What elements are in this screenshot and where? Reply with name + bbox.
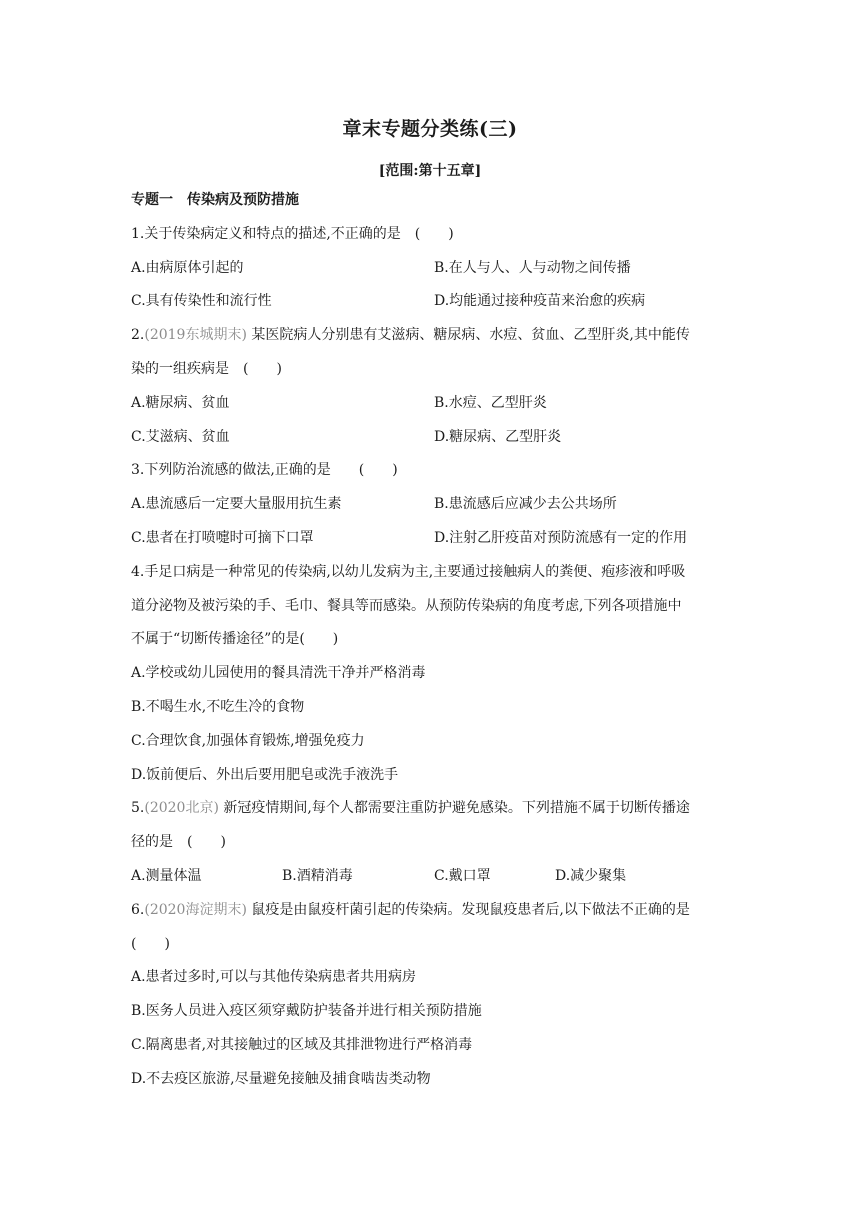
q1-option-b: B.在人与人、人与动物之间传播 [434,260,631,276]
q6-stem-line1 [131,901,690,919]
q6-number: 6. [131,902,145,918]
q2-option-a: A.糖尿病、贫血 [131,395,230,411]
q5-number: 5. [131,800,145,816]
scope-label: [范围:第十五章] [378,163,482,179]
q6-option-a: A.患者过多时,可以与其他传染病患者共用病房 [131,969,417,985]
q6-source: (2020海淀期末) [144,902,247,918]
q6-option-b: B.医务人员进入疫区须穿戴防护装备并进行相关预防措施 [131,1003,482,1019]
q1-option-a: A.由病原体引起的 [131,260,244,276]
q6-option-c: C.隔离患者,对其接触过的区域及其排泄物进行严格消毒 [131,1037,473,1053]
q4-option-c: C.合理饮食,加强体育锻炼,增强免疫力 [131,733,365,749]
q3-stem: 3.下列防治流感的做法,正确的是 ( ) [131,462,398,478]
q2-option-d: D.糖尿病、乙型肝炎 [434,429,562,445]
q1-option-c: C.具有传染性和流行性 [131,293,272,309]
q5-option-a: A.测量体温 [131,868,202,884]
q5-stem-line1 [131,799,690,817]
q3-option-a: A.患流感后一定要大量服用抗生素 [131,496,342,512]
q3-option-b: B.患流感后应减少去公共场所 [434,496,617,512]
q4-option-d: D.饭前便后、外出后要用肥皂或洗手液洗手 [131,767,399,783]
q2-stem-text: 某医院病人分别患有艾滋病、糖尿病、水痘、贫血、乙型肝炎,其中能传 [246,327,690,343]
q2-option-b: B.水痘、乙型肝炎 [434,395,547,411]
q5-option-d: D.减少聚集 [555,868,627,884]
q6-stem-line2: ( ) [131,936,170,952]
q2-source: (2019东城期末) [144,327,247,343]
q4-option-b: B.不喝生水,不吃生冷的食物 [131,699,305,715]
q4-stem-line1: 4.手足口病是一种常见的传染病,以幼儿发病为主,主要通过接触病人的粪便、疱疹液和呼吸 [131,564,686,580]
q6-option-d: D.不去疫区旅游,尽量避免接触及捕食啮齿类动物 [131,1071,431,1087]
q4-stem-line3: 不属于“切断传播途径”的是( ) [131,631,339,647]
q5-option-b: B.酒精消毒 [282,868,353,884]
q1-stem: 1.关于传染病定义和特点的描述,不正确的是 ( ) [131,226,454,242]
q5-stem-text: 新冠疫情期间,每个人都需要注重防护避免感染。下列措施不属于切断传播途 [218,800,690,816]
q2-stem-line1 [131,326,690,344]
section-heading: 专题一 传染病及预防措施 [131,192,299,208]
q3-option-c: C.患者在打喷嚏时可摘下口罩 [131,530,314,546]
q2-option-c: C.艾滋病、贫血 [131,429,230,445]
q2-stem-line2: 染的一组疾病是 ( ) [131,361,282,377]
q2-number: 2. [131,327,145,343]
page-title: 章末专题分类练(三) [342,118,518,140]
q4-stem-line2: 道分泌物及被污染的手、毛巾、餐具等而感染。从预防传染病的角度考虑,下列各项措施中 [131,598,682,614]
q5-option-c: C.戴口罩 [434,868,491,884]
q5-stem-line2: 径的是 ( ) [131,834,226,850]
q3-option-d: D.注射乙肝疫苗对预防流感有一定的作用 [434,530,688,546]
q1-option-d: D.均能通过接种疫苗来治愈的疾病 [434,293,646,309]
q4-option-a: A.学校或幼儿园使用的餐具清洗干净并严格消毒 [131,665,426,681]
q5-source: (2020北京) [144,800,219,816]
q6-stem-text: 鼠疫是由鼠疫杆菌引起的传染病。发现鼠疫患者后,以下做法不正确的是 [246,902,690,918]
